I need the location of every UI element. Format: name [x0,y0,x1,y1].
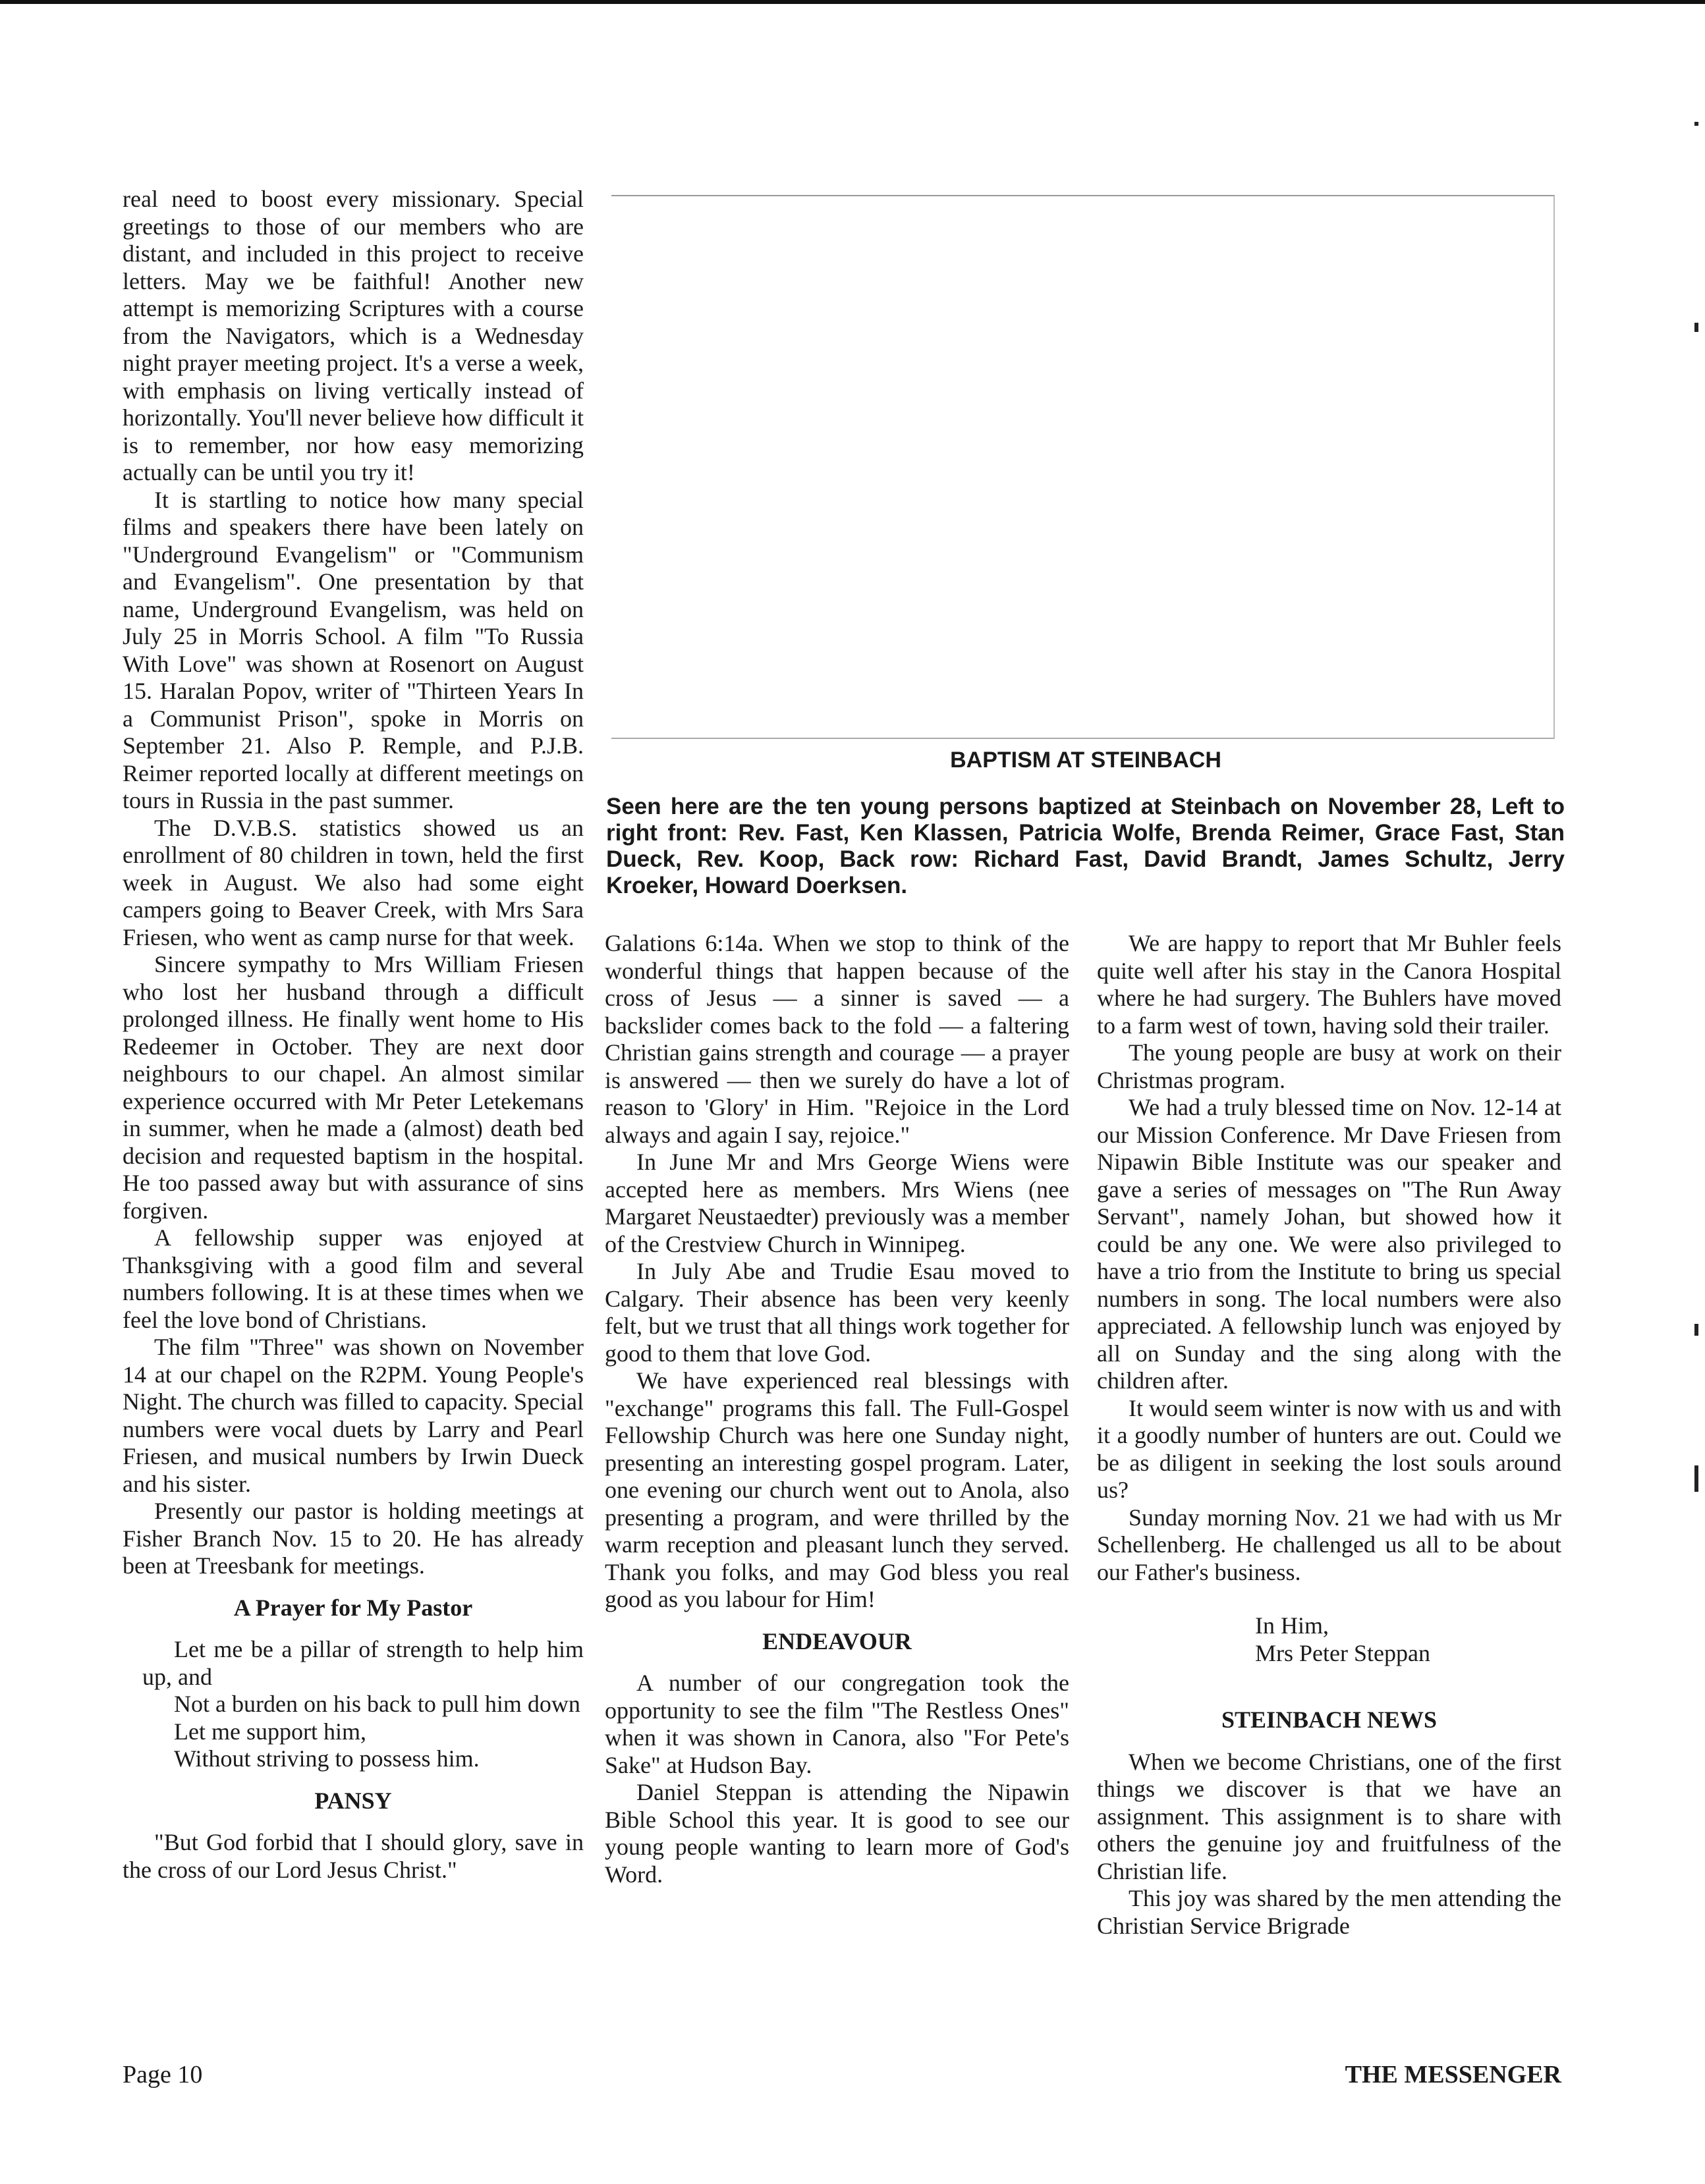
article-paragraph: The film "Three" was shown on November 14 at our chapel on the R2PM. Young People's Night. The church was filled to capacity. Special numbers were vocal duets by Larry and Pearl Friesen, and musical numbers by Irwin Dueck and his sister. [123,1334,584,1497]
poem-line: Not a burden on his back to pull him down [174,1691,580,1717]
page-number: Page 10 [123,2061,203,2088]
article-paragraph: The young people are busy at work on their Christmas program. [1097,1039,1561,1093]
column-1 [123,186,584,1884]
article-paragraph: It would seem winter is now with us and with it a goodly number of hunters are out. Could we be as diligent in seeking the lost souls around us? [1097,1394,1561,1503]
scan-mark [1694,1324,1698,1336]
section-heading-endeavour: ENDEAVOUR [762,1627,912,1654]
article-paragraph: Galations 6:14a. When we stop to think of the wonderful things that happen because of the cross of Jesus — a sinner is saved — a backslider comes back to the fold — a faltering Christian gains strength and courage — a prayer is answered — then we surely do have a lot of reason to 'Glory' in Him. "Rejoice in the Lord always and again I say, rejoice." [605,930,1069,1148]
article-paragraph: We have experienced real blessings with "exchange" programs this fall. The Full-Gospel Fellowship Church was here one Sunday night, presenting an interesting gospel program. Later, one evening our church went out to Anola, also presenting a program, and were thrilled by the warm reception and pleasant lunch they served. Thank you folks, and may God bless you real good as you labour for Him! [605,1367,1069,1612]
column-2 [605,930,1069,1888]
article-paragraph: When we become Christians, one of the first things we discover is that we have an assignment. This assignment is to share with others the genuine joy and fruitfulness of the Christian life. [1097,1748,1561,1884]
scan-mark [1694,122,1698,126]
article-paragraph: In June Mr and Mrs George Wiens were accepted here as members. Mrs Wiens (nee Margaret Neustaedter) previously was a member of the Crestview Church in Winnipeg. [605,1149,1069,1257]
article-paragraph: This joy was shared by the men attending the Christian Service Brigrade [1097,1885,1561,1939]
article-paragraph: We are happy to report that Mr Buhler feels quite well after his stay in the Canora Hospital where he had surgery. The Buhlers have moved to a farm west of town, having sold their trailer. [1097,930,1561,1039]
article-paragraph: Daniel Steppan is attending the Nipawin Bible School this year. It is good to see our young people wanting to learn more of God's Word. [605,1779,1069,1888]
article-paragraph: The D.V.B.S. statistics showed us an enrollment of 80 children in town, held the first week in August. We also had some eight campers going to Beaver Creek, with Mrs Sara Friesen, who went as camp nurse for that week. [123,814,584,950]
scan-mark [1694,1465,1698,1492]
section-heading-steinbach-news: STEINBACH NEWS [1221,1706,1438,1733]
poem-title: A Prayer for My Pastor [233,1594,473,1621]
article-paragraph: It is startling to notice how many special films and speakers there have been lately on "Underground Evangelism" or "Communism and Evangelism". One presentation by that name, Underground Evangelism, was held on July 25 in Morris School. A film "To Russia With Love" was shown at Rosenort on August 15. Haralan Popov, writer of "Thirteen Years In a Communist Prison", spoke in Morris on September 21. Also P. Remple, and P.J.B. Reimer reported locally at different meetings on tours in Russia in the past summer. [123,486,584,813]
photo-title: BAPTISM AT STEINBACH [950,748,1221,773]
poem-line: Let me be a pillar of strength to help him up, and [142,1636,584,1690]
photo-caption: Seen here are the ten young persons baptized at Steinbach on November 28, Left to right front: Rev. Fast, Ken Klassen, Patricia Wolfe, Brenda Reimer, Grace Fast, Stan Dueck, Rev. Koop, Back row: Richard Fast, David Brandt, James Schultz, Jerry Kroeker, Howard Doerksen. [606,794,1565,898]
publication-name: THE MESSENGER [1345,2061,1561,2088]
signature: Mrs Peter Steppan [1255,1639,1430,1666]
article-paragraph: A fellowship supper was enjoyed at Thanksgiving with a good film and several numbers following. It is at these times when we feel the love bond of Christians. [123,1224,584,1333]
poem-line: Without striving to possess him. [174,1745,480,1772]
article-paragraph: We had a truly blessed time on Nov. 12-14 at our Mission Conference. Mr Dave Friesen from Nipawin Bible Institute was our speaker and gave a series of messages on "The Run Away Servant", namely Johan, but showed how it could be any one. We were also privileged to have a trio from the Institute to bring us special numbers in song. The local numbers were also appreciated. A fellowship lunch was enjoyed by all on Sunday and the sing along with the children after. [1097,1094,1561,1394]
article-paragraph: Sincere sympathy to Mrs William Friesen who lost her husband through a difficult prolonged illness. He finally went home to His Redeemer in October. They are next door neighbours to our chapel. An almost similar experience occurred with Mr Peter Letekemans in summer, when he made a (almost) death bed decision and requested baptism in the hospital. He too passed away but with assurance of sins forgiven. [123,951,584,1224]
article-paragraph: Sunday morning Nov. 21 we had with us Mr Schellenberg. He challenged us all to be about our Father's business. [1097,1504,1561,1585]
article-paragraph: Presently our pastor is holding meetings at Fisher Branch Nov. 15 to 20. He has already been at Treesbank for meetings. [123,1498,584,1579]
article-paragraph: A number of our congregation took the opportunity to see the film "The Restless Ones" when it was shown in Canora, also "For Pete's Sake" at Hudson Bay. [605,1670,1069,1778]
article-paragraph: In July Abe and Trudie Esau moved to Calgary. Their absence has been very keenly felt, but we trust that all things work together for good to them that love God. [605,1258,1069,1367]
column-3 [1097,930,1561,1940]
poem-line: Let me support him, [174,1718,366,1745]
photo-placeholder [611,195,1555,739]
scan-mark [1694,323,1698,332]
article-paragraph: real need to boost every missionary. Special greetings to those of our members who are distant, and included in this project to receive letters. May we be faithful! Another new attempt is memorizing Scriptures with a course from the Navigators, which is a Wednesday night prayer meeting project. It's a verse a week, with emphasis on living vertically instead of horizontally. You'll never believe how difficult it is to remember, nor how easy memorizing actually can be until you try it! [123,186,584,485]
section-heading-pansy: PANSY [314,1787,392,1814]
article-paragraph: "But God forbid that I should glory, save in the cross of our Lord Jesus Christ." [123,1829,584,1883]
closing: In Him, [1255,1612,1329,1639]
top-rule [0,0,1705,4]
